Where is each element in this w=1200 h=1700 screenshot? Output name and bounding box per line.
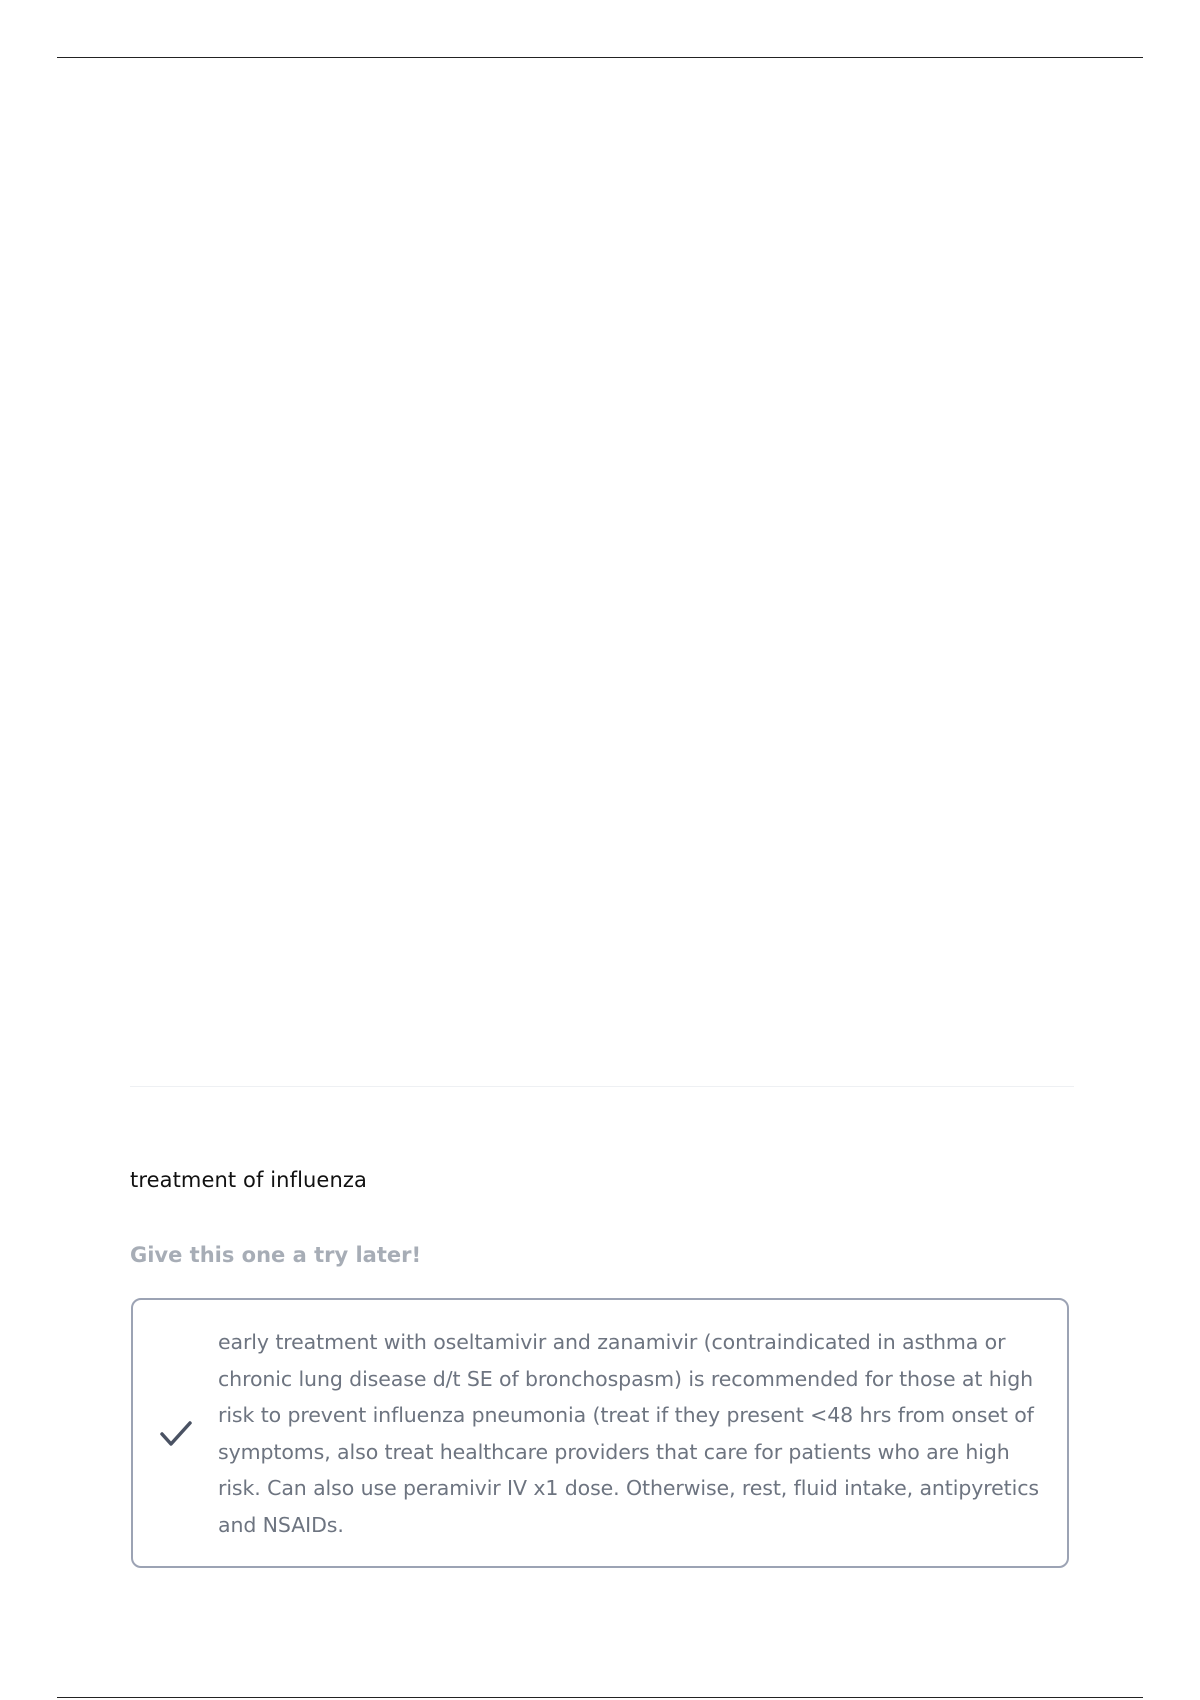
- flashcard-term: treatment of influenza: [130, 1168, 367, 1192]
- status-message: Give this one a try later!: [130, 1243, 422, 1267]
- page-top-rule: [57, 57, 1143, 58]
- check-icon: [159, 1419, 193, 1449]
- card-divider: [130, 1086, 1074, 1087]
- answer-text: early treatment with oseltamivir and zanamivir (contraindicated in asthma or chronic lung disease d/t SE of bronchospasm) is recommended for those at high risk to prevent influenza pneumonia (treat if they present <48 hrs from onset of symptoms, also treat healthcare providers that care for patients who are high risk. Can also use peramivir IV x1 dose. Otherwise, rest, fluid intake, antipyretics and NSAIDs.: [218, 1330, 1039, 1537]
- page-bottom-rule: [57, 1697, 1143, 1698]
- answer-option[interactable]: [131, 1298, 1069, 1568]
